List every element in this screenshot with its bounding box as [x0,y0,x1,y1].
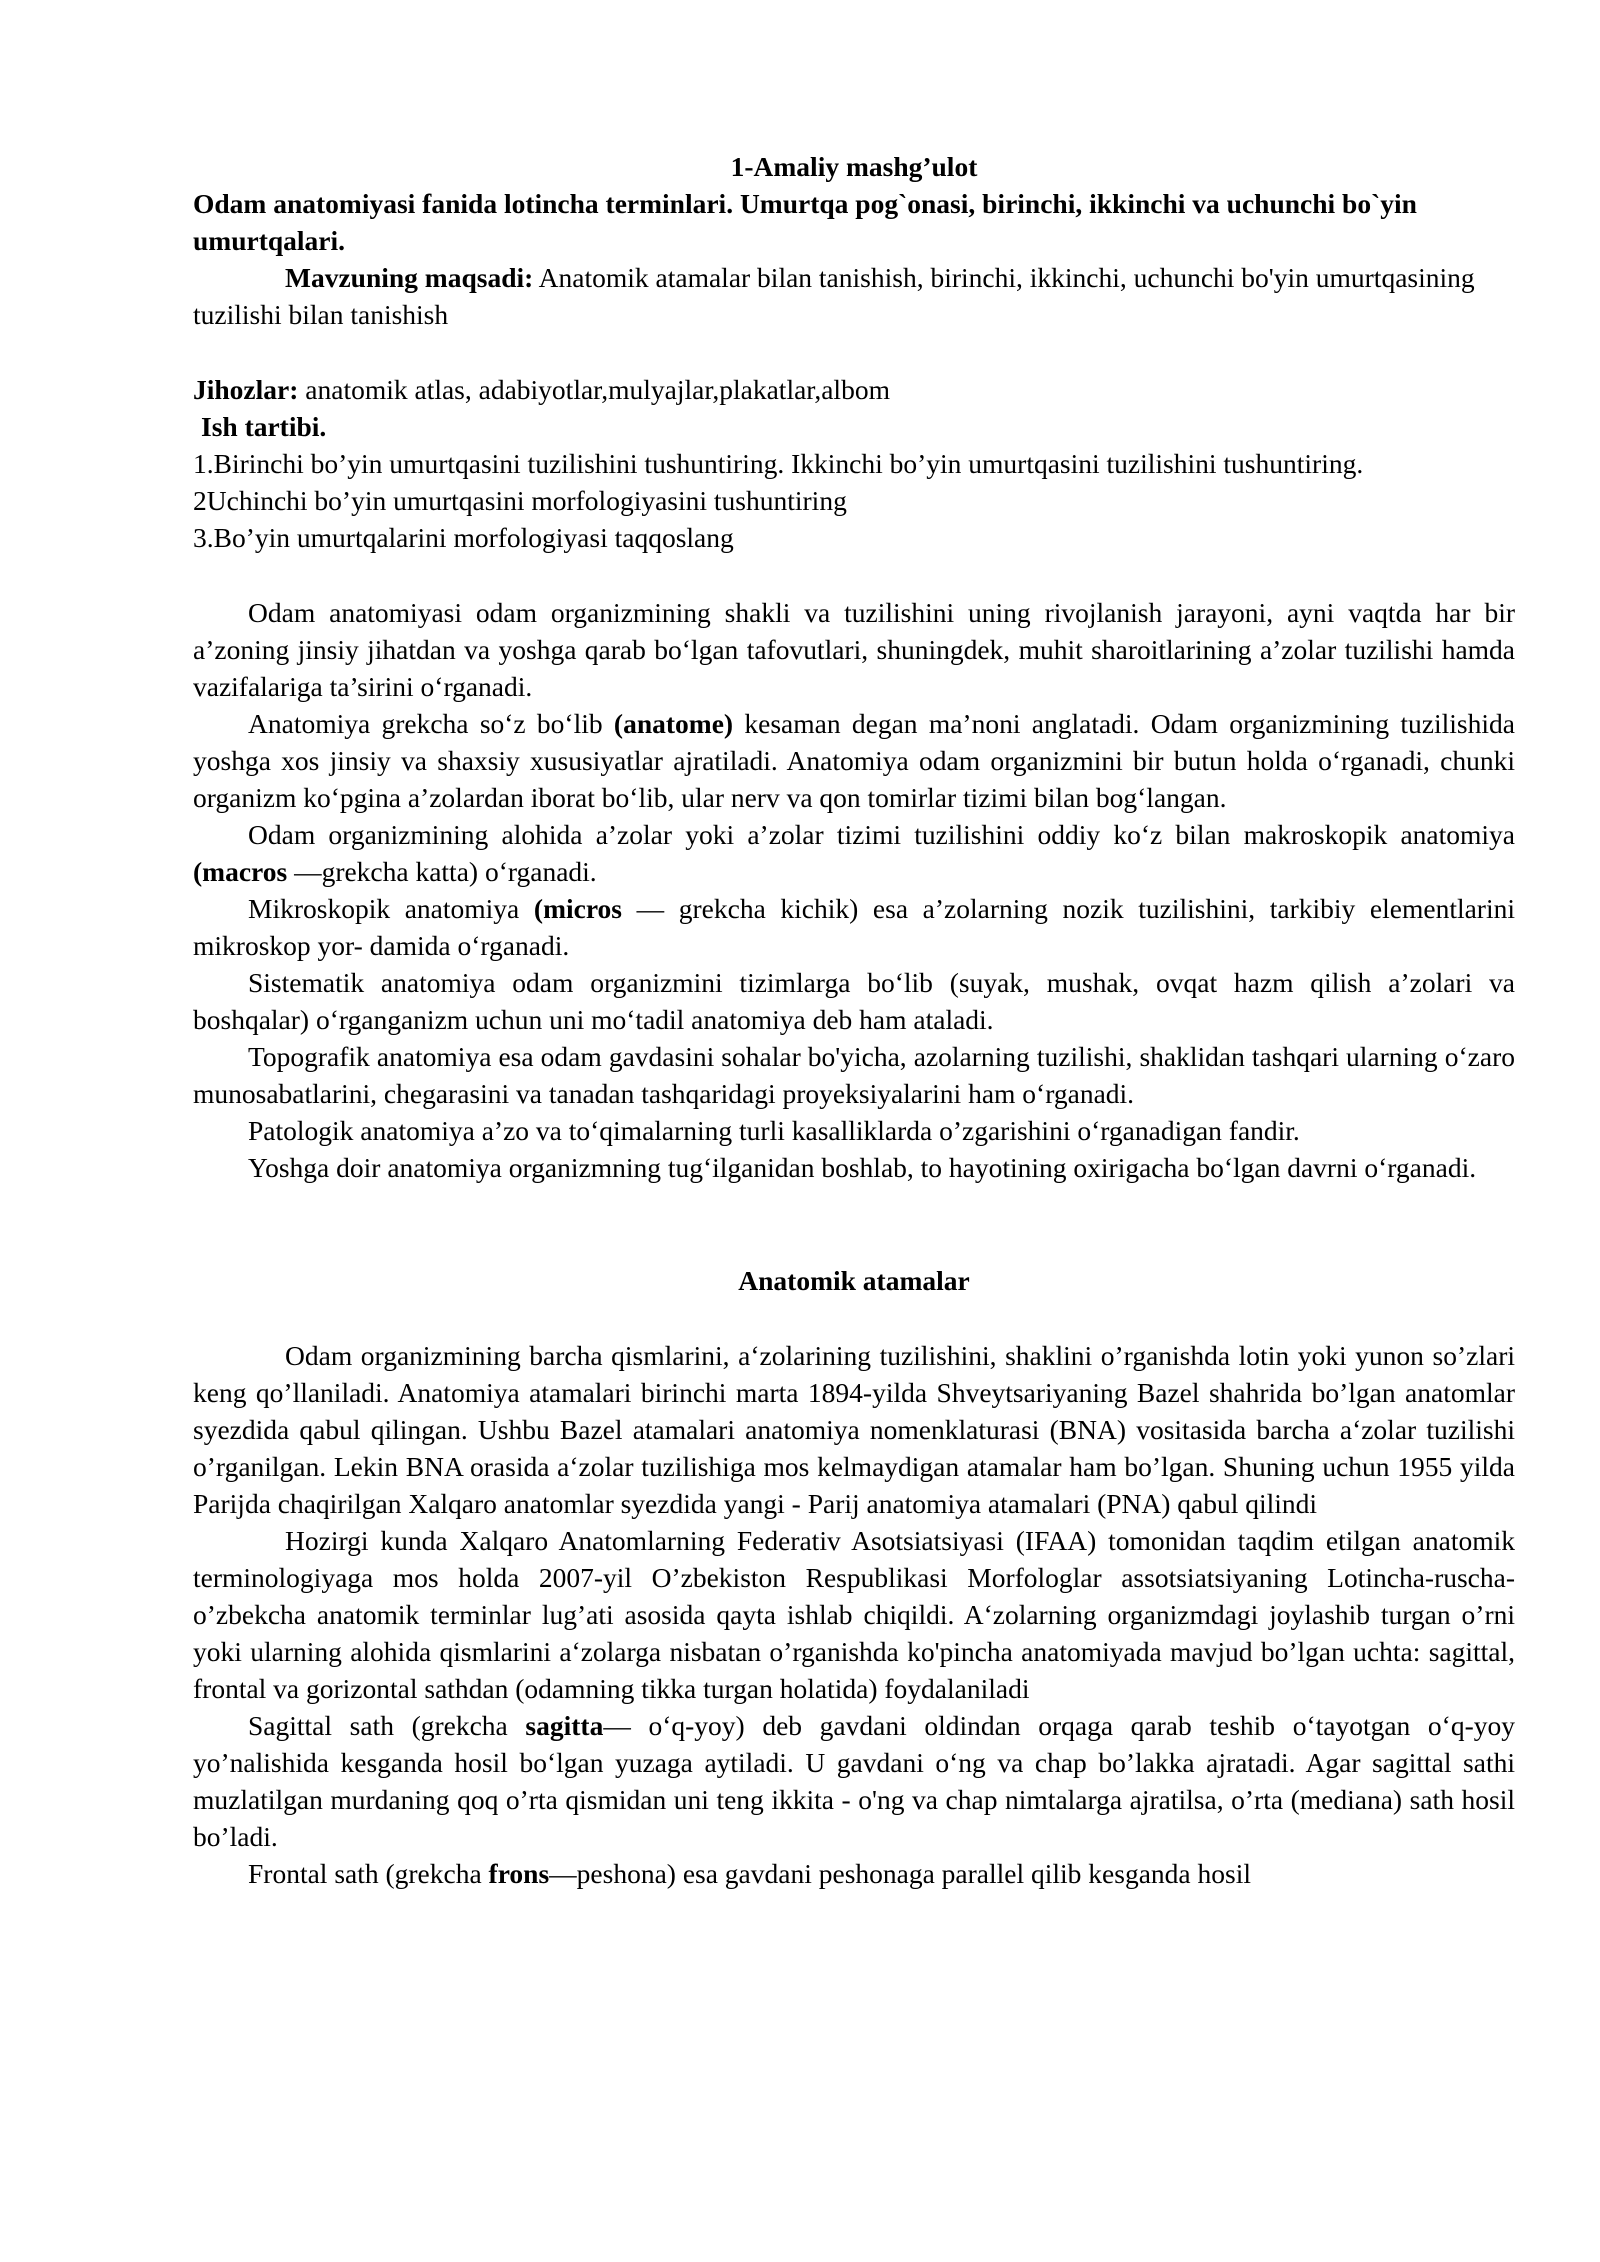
procedure-label: Ish tartibi. [201,411,327,442]
intro-paragraph-2 [193,705,1515,816]
procedure-item-1: 1.Birinchi bo’yin umurtqasini tuzilishini tushuntiring. Ikkinchi bo’yin umurtqasini tuzilishini tushuntiring. [193,448,1364,479]
intro-paragraph-1: Odam anatomiyasi odam organizmining shakli va tuzilishini uning rivojlanish jarayoni, ayni vaqtda har bir a’zoning jinsiy jihatdan va yoshga qarab bo‘lgan tafovutlari, shuningdek, muhit sharoitlarining a’zolar tuzilishi hamda vazifalariga ta’sirini o‘rganadi. [193,597,1515,702]
section-paragraph-3 [193,1707,1515,1855]
text-run: Anatomiya grekcha so‘z bo‘lib [248,708,614,739]
intro-paragraph-3 [193,816,1515,890]
term-frons: frons [488,1858,550,1889]
section-paragraph-4 [193,1855,1515,1892]
text-run: — o‘q-yoy) deb gavdani oldindan orqaga qarab teshib o‘tayotgan o‘q-yoy yo’nalishida kesganda hosil bo‘lgan yuzaga aytiladi. U gavdani o‘ng va chap bo’lakka ajratadi. Agar sagittal sathi muzlatilgan murdaning qoq o’rta qismidan uni teng ikkita - o'ng va chap nimtalarga ajratilsa, o’rta (mediana) sath hosil bo’ladi. [193,1710,1515,1852]
intro-paragraph-8: Yoshga doir anatomiya organizmning tug‘ilganidan boshlab, to hayotining oxirigacha bo‘lgan davrni o‘rganadi. [248,1152,1477,1183]
term-sagitta: sagitta [525,1710,604,1741]
goal-text: Anatomik atamalar bilan tanishish, birinchi, ikkinchi, uchunchi bo'yin umurtqasining tuzilishi bilan tanishish [193,262,1475,330]
text-run: kesaman degan ma’noni anglatadi. Odam organizmining tuzilishida yoshga xos jinsiy va shaxsiy xususiyatlar ajratiladi. Anatomiya odam organizmini bir butun holda o‘rganadi, chunki organizm ko‘pgina a’zolardan iborat bo‘lib, ular nerv va qon tomirlar tizimi bilan bog‘langan. [193,708,1515,813]
goal-label: Mavzuning maqsadi: [285,262,534,293]
text-run: — grekcha kichik) esa a’zolarning nozik tuzilishini, tarkibiy elementlarini mikroskop yor- damida o‘rganadi. [193,893,1515,961]
term-anatome: (anatome) [613,708,734,739]
intro-paragraph-7: Patologik anatomiya a’zo va to‘qimalarning turli kasalliklarda o’zgarishini o‘rganadigan fandir. [248,1115,1300,1146]
section-paragraph-2: Hozirgi kunda Xalqaro Anatomlarning Federativ Asotsiatsiyasi (IFAA) tomonidan taqdim etilgan anatomik terminologiyaga mos holda 2007-yil O’zbekiston Respublikasi Morfologlar assotsiatsiyaning Lotincha-ruscha- o’zbekcha anatomik terminlar lug’ati asosida qayta ishlab chiqildi. A‘zolarning organizmdagi joylashib turgan o’rni yoki ularning alohida qismlarini a‘zolarga nisbatan o’rganishda ko'pincha anatomiyada mavjud bo’lgan uchta: sagittal, frontal va gorizontal sathdan (odamning tikka turgan holatida) foydalaniladi [193,1525,1515,1704]
goal-paragraph [193,259,1515,333]
section-heading: Anatomik atamalar [738,1265,970,1296]
document-page [193,148,1515,1892]
topic-heading: Odam anatomiyasi fanida lotincha terminlari. Umurtqa pog`onasi, birinchi, ikkinchi va uchunchi bo`yin umurtqalari. [193,188,1417,256]
equipment-text: anatomik atlas, adabiyotlar,mulyajlar,plakatlar,albom [298,374,890,405]
text-run: Sagittal sath (grekcha [248,1710,526,1741]
spacer [193,556,1515,594]
term-micros: (micros [533,893,622,924]
text-run: Mikroskopik anatomiya [248,893,534,924]
term-macros: (macros [193,856,288,887]
procedure-item-2: 2Uchinchi bo’yin umurtqasini morfologiyasini tushuntiring [193,485,847,516]
intro-paragraph-4 [193,890,1515,964]
text-run: Frontal sath (grekcha [248,1858,489,1889]
spacer [193,1186,1515,1262]
intro-paragraph-5: Sistematik anatomiya odam organizmini tizimlarga bo‘lib (suyak, mushak, ovqat hazm qilish a’zolari va boshqalar) o‘rganganizm uchun uni mo‘tadil anatomiya deb ham ataladi. [193,967,1515,1035]
lesson-title: 1-Amaliy mashg’ulot [730,151,978,182]
equipment-label: Jihozlar: [193,374,299,405]
text-run: —grekcha katta) o‘rganadi. [287,856,597,887]
section-paragraph-1: Odam organizmining barcha qismlarini, a‘zolarining tuzilishini, shaklini o’rganishda lotin yoki yunon so’zlari keng qo’llaniladi. Anatomiya atamalari birinchi marta 1894-yilda Shveytsariyaning Bazel shahrida bo’lgan anatomlar syezdida qabul qilingan. Ushbu Bazel atamalari anatomiya nomenklaturasi (BNA) vositasida barcha a‘zolar tuzilishi o’rganilgan. Lekin BNA orasida a‘zolar tuzilishiga mos kelmaydigan atamalar ham bo’lgan. Shuning uchun 1955 yilda Parijda chaqirilgan Xalqaro anatomlar syezdida yangi - Parij anatomiya atamalari (PNA) qabul qilindi [193,1340,1515,1519]
equipment-paragraph [193,371,1515,408]
procedure-item-3: 3.Bo’yin umurtqalarini morfologiyasi taqqoslang [193,522,734,553]
spacer [193,1299,1515,1337]
text-run: —peshona) esa gavdani peshonaga parallel qilib kesganda hosil [549,1858,1251,1889]
text-run: Odam organizmining alohida a’zolar yoki a’zolar tizimi tuzilishini oddiy ko‘z bilan makroskopik anatomiya [248,819,1515,850]
spacer [193,333,1515,371]
intro-paragraph-6: Topografik anatomiya esa odam gavdasini sohalar bo'yicha, azolarning tuzilishi, shaklidan tashqari ularning o‘zaro munosabatlarini, chegarasini va tanadan tashqaridagi proyeksiyalarini ham o‘rganadi. [193,1041,1515,1109]
